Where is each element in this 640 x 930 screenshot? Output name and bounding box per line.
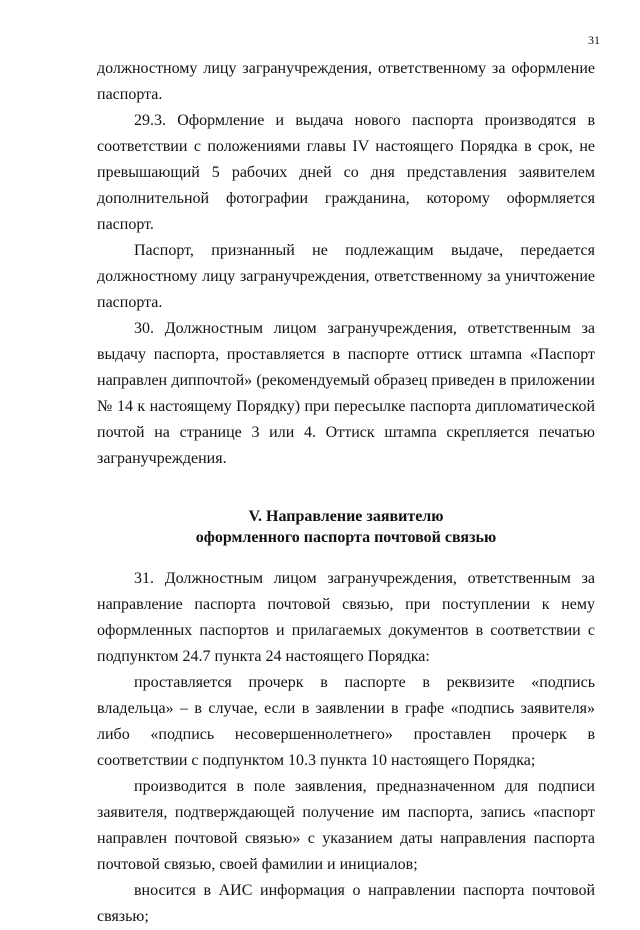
paragraph-30: 30. Должностным лицом загранучреждения, ответственным за выдачу паспорта, проставляется в паспорте оттиск штампа «Паспорт направлен диппочтой» (рекомендуемый образец приведен в приложении № 14 к настоящему Порядку) при пересылке паспорта дипломатической почтой на странице 3 или 4. Оттиск штампа скрепляется печатью загранучреждения. — [97, 320, 595, 467]
document-body — [97, 56, 595, 930]
paragraph-continuation: должностному лицу загранучреждения, ответственному за оформление паспорта. — [97, 60, 595, 103]
section-heading — [97, 506, 595, 548]
paragraph-passport-not-issued: Паспорт, признанный не подлежащим выдаче, передается должностному лицу загранучреждения, ответственному за уничтожение паспорта. — [97, 242, 595, 311]
paragraph-item-dash-signature: проставляется прочерк в паспорте в реквизите «подпись владельца» – в случае, если в заявлении в графе «подпись заявителя» либо «подпись несовершеннолетнего» проставлен прочерк в соответствии с подпунктом 10.3 пункта 10 настоящего Порядка; — [97, 674, 595, 769]
page-number: 31 — [588, 33, 600, 47]
paragraph-31: 31. Должностным лицом загранучреждения, ответственным за направление паспорта почтовой связью, при поступлении к нему оформленных паспортов и прилагаемых документов в соответствии с подпунктом 24.7 пункта 24 настоящего Порядка: — [97, 570, 595, 665]
paragraph-item-application-record: производится в поле заявления, предназначенном для подписи заявителя, подтверждающей получение им паспорта, запись «паспорт направлен почтовой связью» с указанием даты направления паспорта почтовой связью, своей фамилии и инициалов; — [97, 778, 595, 873]
section-heading-line-2: оформленного паспорта почтовой связью — [195, 529, 497, 546]
paragraph-29-3: 29.3. Оформление и выдача нового паспорта производятся в соответствии с положениями главы IV настоящего Порядка в срок, не превышающий 5 рабочих дней со дня представления заявителем дополнительной фотографии гражданина, которому оформляется паспорт. — [97, 112, 595, 233]
paragraph-item-ais-record: вносится в АИС информация о направлении паспорта почтовой связью; — [97, 882, 595, 925]
section-heading-line-1: V. Направление заявителю — [248, 508, 444, 525]
